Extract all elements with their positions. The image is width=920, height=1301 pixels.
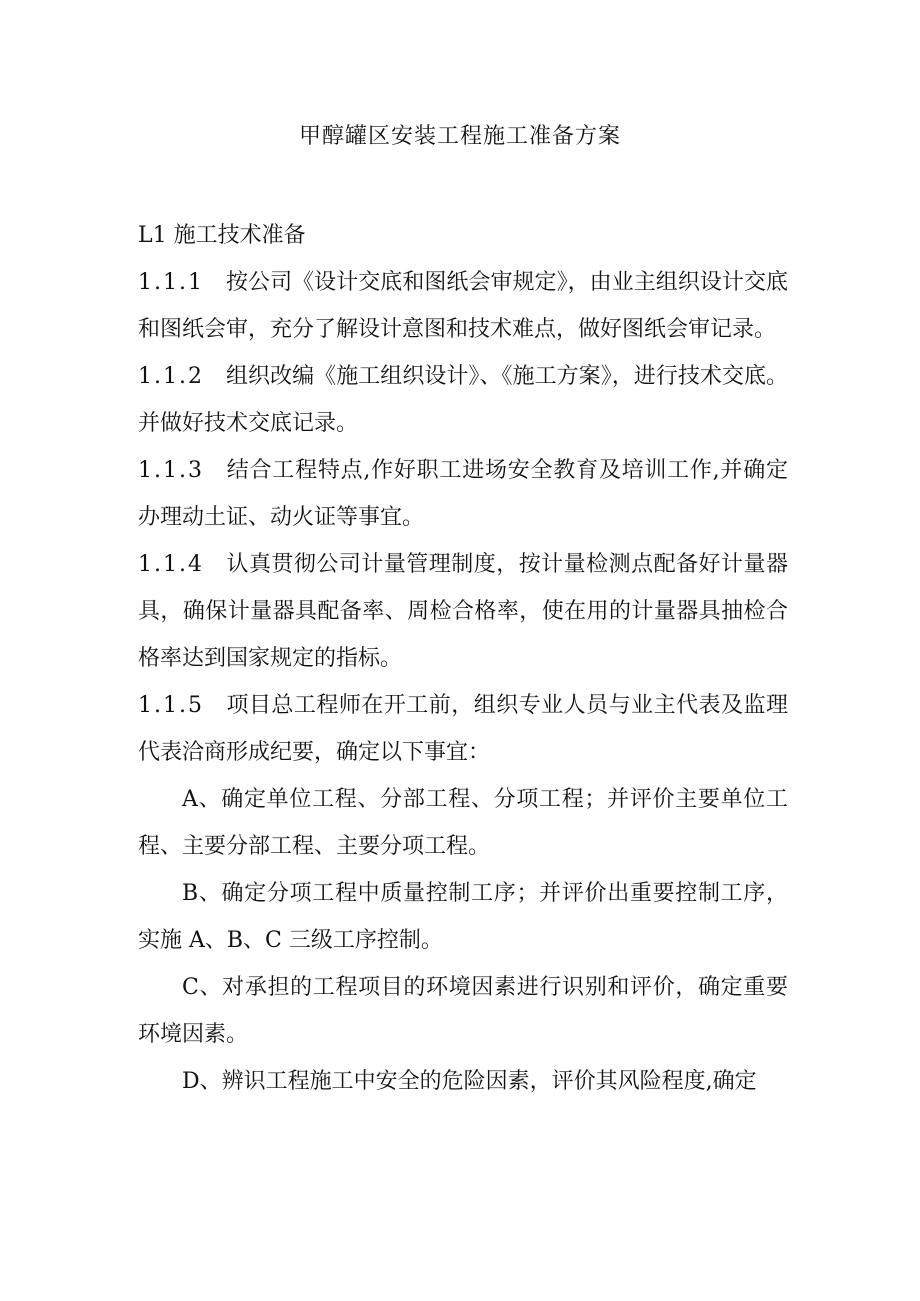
- section-heading: L1 施工技术准备: [138, 223, 306, 248]
- clause-number: 1.1.1: [138, 270, 204, 295]
- clause-text: 组织改编《施工组织设计》、《施工方案》，进行技术交底。并做好技术交底记录。: [138, 364, 788, 436]
- clause-text: 按公司《设计交底和图纸会审规定》，由业主组织设计交底和图纸会审，充分了解设计意图和技术难点，做好图纸会审记录。: [138, 270, 788, 342]
- clause-1-1-4: [138, 541, 788, 682]
- list-item-a: A、确定单位工程、分部工程、分项工程；并评价主要单位工程、主要分部工程、主要分项工程。: [138, 787, 788, 859]
- clause-text: 项目总工程师在开工前，组织专业人员与业主代表及监理代表洽商形成纪要，确定以下事宜：: [138, 693, 788, 765]
- list-item-c: C、对承担的工程项目的环境因素进行识别和评价，确定重要环境因素。: [138, 975, 788, 1047]
- list-item-b: B、确定分项工程中质量控制工序；并评价出重要控制工序，实施 A、B、C 三级工序控制。: [138, 881, 788, 953]
- clause-1-1-1: [138, 259, 788, 353]
- clause-number: 1.1.5: [138, 693, 204, 718]
- document-title: 甲醇罐区安装工程施工准备方案: [298, 124, 621, 149]
- clause-1-1-2: [138, 353, 788, 447]
- clause-number: 1.1.4: [138, 552, 204, 577]
- document-body: [138, 212, 788, 1105]
- list-item-d: D、辨识工程施工中安全的危险因素，评价其风险程度,确定: [182, 1069, 757, 1094]
- clause-1-1-3: [138, 447, 788, 541]
- clause-text: 结合工程特点,作好职工进场安全教育及培训工作,并确定办理动土证、动火证等事宜。: [138, 458, 788, 530]
- clause-number: 1.1.3: [138, 458, 204, 483]
- clause-1-1-5: [138, 682, 788, 776]
- clause-text: 认真贯彻公司计量管理制度，按计量检测点配备好计量器具，确保计量器具配备率、周检合格率，使在用的计量器具抽检合格率达到国家规定的指标。: [138, 552, 788, 671]
- clause-number: 1.1.2: [138, 364, 204, 389]
